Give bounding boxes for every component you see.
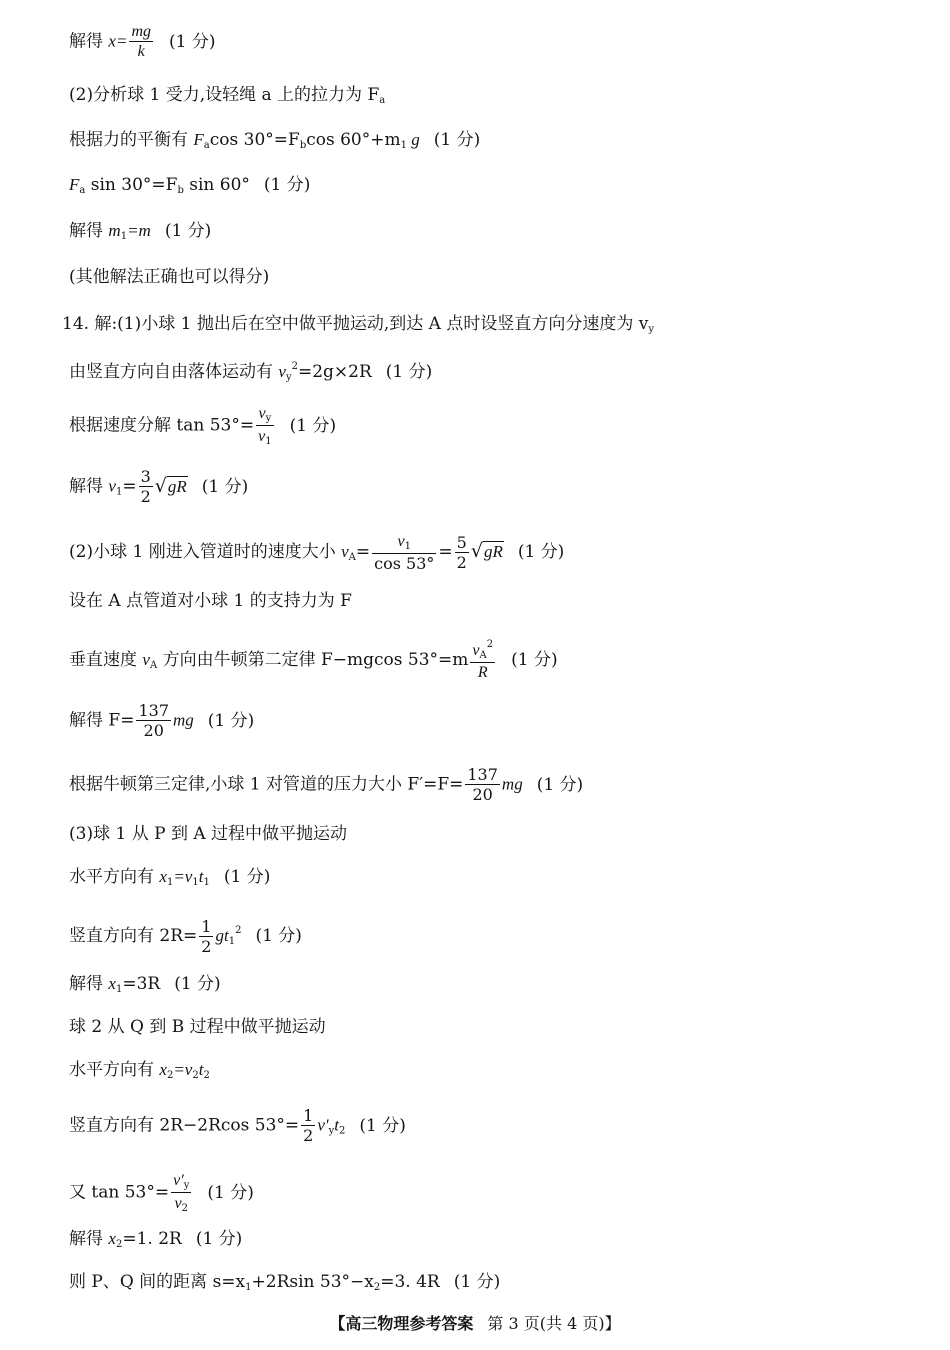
fraction [301,1108,315,1144]
line-analysis [69,80,385,110]
text: 球 2 从 Q 到 B 过程中做平抛运动 [69,1017,326,1037]
numerator: mg [131,23,151,40]
numerator: 5 [456,532,467,552]
subscript: 1 [192,877,199,888]
text: 解得 [69,476,109,497]
subscript: A [479,650,487,661]
score: (1 分) [223,867,271,887]
radical-sign: √ [470,540,483,562]
denominator: 2 [456,552,467,572]
subscript: b [177,185,184,196]
math: g [407,130,420,149]
line-distance-PQ [69,1267,500,1297]
subscript: A [348,552,356,563]
math: sin 60° [183,175,250,195]
math: v [142,650,150,669]
score: (1 分) [174,974,221,994]
math: v [108,476,116,496]
denominator: R [477,664,488,681]
subscript: 1 [245,1282,252,1293]
text: 竖直方向有 2R−2Rcos 53°= [69,1115,300,1136]
math: v′ [173,1172,184,1189]
text: 解得 F= [69,710,135,731]
subscript: 1 [203,877,210,888]
math: +2Rsin 53°−x [251,1272,374,1292]
subscript: 2 [373,1282,381,1293]
subscript: 1 [265,436,272,447]
subscript: 1 [166,877,174,888]
line-q14-start [62,309,654,339]
subscript: A [149,660,158,671]
math: t [334,1115,339,1135]
text: 由竖直方向自由落体运动有 [69,362,279,382]
math: =2g×2R [297,362,372,382]
numerator: 3 [140,467,151,486]
math: v [258,428,266,445]
subscript: a [79,185,86,196]
subscript: 1 [115,984,123,995]
text: (3)球 1 从 P 到 A 过程中做平抛运动 [69,824,348,844]
math: v [397,533,405,550]
math: =3. 4R [380,1272,440,1292]
numerator: 1 [201,916,212,936]
subscript: 2 [166,1070,174,1081]
score: (1 分) [453,1272,501,1292]
page-number: 第 3 页(共 4 页)】 [487,1314,621,1333]
math: F [193,130,204,149]
line-part3 [69,819,347,849]
math: v [258,405,266,422]
math: =1. 2R [122,1229,182,1249]
math: =3R [122,974,161,994]
denominator: k [137,43,145,60]
text: 解得 [69,1229,109,1249]
denominator: 20 [472,785,493,804]
line-balance-1 [69,125,480,155]
math: sin 30°=F [85,175,178,195]
fraction [372,533,436,572]
denominator [171,1193,191,1214]
math: t [198,1060,204,1079]
math: gt [215,926,229,945]
subscript: y [183,1180,190,1191]
math: cos 30°=F [209,130,300,150]
subscript: 2 [115,1239,123,1250]
score: (1 分) [255,926,302,946]
fraction [465,767,500,803]
numerator [372,533,436,554]
subscript: a [203,140,210,151]
page-footer [0,1310,950,1338]
radicand: gR [167,476,187,496]
math: x [108,974,116,993]
line-horizontal-2 [69,1055,210,1085]
line-support-force [69,586,352,616]
denominator: 20 [143,721,164,740]
score: (1 分) [536,774,584,795]
math: v [341,542,349,561]
score: (1 分) [511,650,558,670]
denominator: 2 [303,1126,314,1145]
subscript: y [265,413,272,424]
sqrt [471,536,504,567]
subscript: 1 [400,140,407,151]
math: =v [173,1060,193,1079]
math: t [198,867,204,886]
superscript: 2 [486,639,494,650]
score: (1 分) [359,1115,406,1136]
subscript: y [648,324,655,335]
fraction [199,916,213,956]
score: (1 分) [517,542,565,562]
math: v′ [317,1115,329,1135]
line-balance-2 [69,170,310,200]
fraction [171,1172,191,1214]
subscript: 2 [203,1070,210,1081]
text: 水平方向有 [69,1060,160,1080]
fraction [256,405,273,447]
radicand: gR [483,542,503,561]
line-vertical-2 [69,1106,406,1145]
text: 解得 [69,31,109,52]
subscript: 1 [115,486,123,498]
score: (1 分) [169,31,216,52]
math: x [159,1060,167,1079]
score: (1 分) [201,476,249,497]
fraction [455,532,469,572]
numerator [256,405,273,426]
score: (1 分) [385,362,433,382]
sqrt [155,471,188,502]
math: x= [108,31,128,51]
math: mg [501,774,523,794]
math: m [108,221,121,240]
denominator: 2 [201,936,212,956]
score: (1 分) [207,710,255,731]
line-solve-x2 [69,1224,242,1254]
subscript: y [285,372,292,383]
line-newton-third [69,765,584,804]
math: v [174,1195,182,1212]
equals: = [355,542,371,562]
subscript: y [328,1125,335,1137]
math: v [278,362,286,381]
text: 解得 [69,974,109,994]
text: 解得 [69,221,109,241]
score: (1 分) [263,175,311,195]
fraction [139,469,153,505]
text: 14. 解:(1)小球 1 抛出后在空中做平抛运动,到达 A 点时设竖直方向分速度为 v [62,314,649,334]
text: 则 P、Q 间的距离 s=x [69,1272,246,1292]
math: mg [173,710,194,730]
text: (2)小球 1 刚进入管道时的速度大小 [69,542,342,562]
fraction [470,640,495,681]
footer-title: 【高三物理参考答案 [329,1314,474,1333]
line-solve-x1 [69,969,221,999]
subscript: 2 [192,1070,199,1081]
score: (1 分) [433,130,481,150]
math: x [108,1229,116,1248]
text: (2)分析球 1 受力,设轻绳 a 上的拉力为 F [69,85,380,105]
line-solve-F [69,701,255,740]
text: 水平方向有 [69,867,160,887]
math: cos 60°+m [306,130,401,150]
line-vertical-1 [69,916,302,956]
score: (1 分) [164,221,212,241]
superscript: 2 [235,925,242,936]
subscript: 2 [338,1125,346,1137]
line-other-methods [69,262,269,292]
radical-sign: √ [154,474,167,497]
superscript: 2 [291,361,298,372]
denominator [256,426,273,447]
line-ball2 [69,1012,326,1042]
subscript: a [379,95,386,106]
text: 根据力的平衡有 [69,130,194,150]
subscript: 2 [181,1203,188,1214]
subscript: 1 [404,541,411,552]
equals: = [122,476,137,497]
math: v [472,642,480,659]
subscript: 1 [228,936,236,947]
line-solve-v1 [69,467,249,506]
math: =m [127,221,151,240]
math: x [159,867,167,886]
equals: = [438,542,453,562]
text: 根据牛顿第三定律,小球 1 对管道的压力大小 F′=F= [69,774,464,795]
math: F [69,175,80,194]
line-vA [69,532,565,573]
score: (1 分) [289,415,337,436]
line-newton-second [69,639,558,681]
math: 方向由牛顿第二定律 F−mgcos 53°=m [157,650,469,670]
fraction [129,24,153,60]
numerator [470,640,495,663]
score: (1 分) [195,1229,243,1249]
text: 设在 A 点管道对小球 1 的支持力为 F [69,591,352,611]
numerator: 137 [138,701,169,720]
line-free-fall [69,352,432,382]
numerator: 137 [467,765,498,784]
line-solve-x [69,23,216,60]
text: 竖直方向有 2R= [69,926,198,946]
subscript: b [299,140,307,151]
text: 又 tan 53°= [69,1182,170,1203]
line-velocity-decompose [69,405,337,447]
line-solve-m1 [69,216,211,246]
denominator: cos 53° [374,554,435,573]
subscript: 1 [120,231,128,242]
denominator: 2 [140,487,151,506]
math: =v [173,867,193,886]
text: 垂直速度 [69,650,143,670]
line-tan53 [69,1172,254,1214]
numerator [171,1172,191,1193]
numerator: 1 [303,1106,314,1125]
text: 根据速度分解 tan 53°= [69,415,255,436]
score: (1 分) [207,1182,254,1203]
text: (其他解法正确也可以得分) [69,267,270,287]
fraction [136,703,171,739]
line-horizontal-1 [69,862,270,892]
